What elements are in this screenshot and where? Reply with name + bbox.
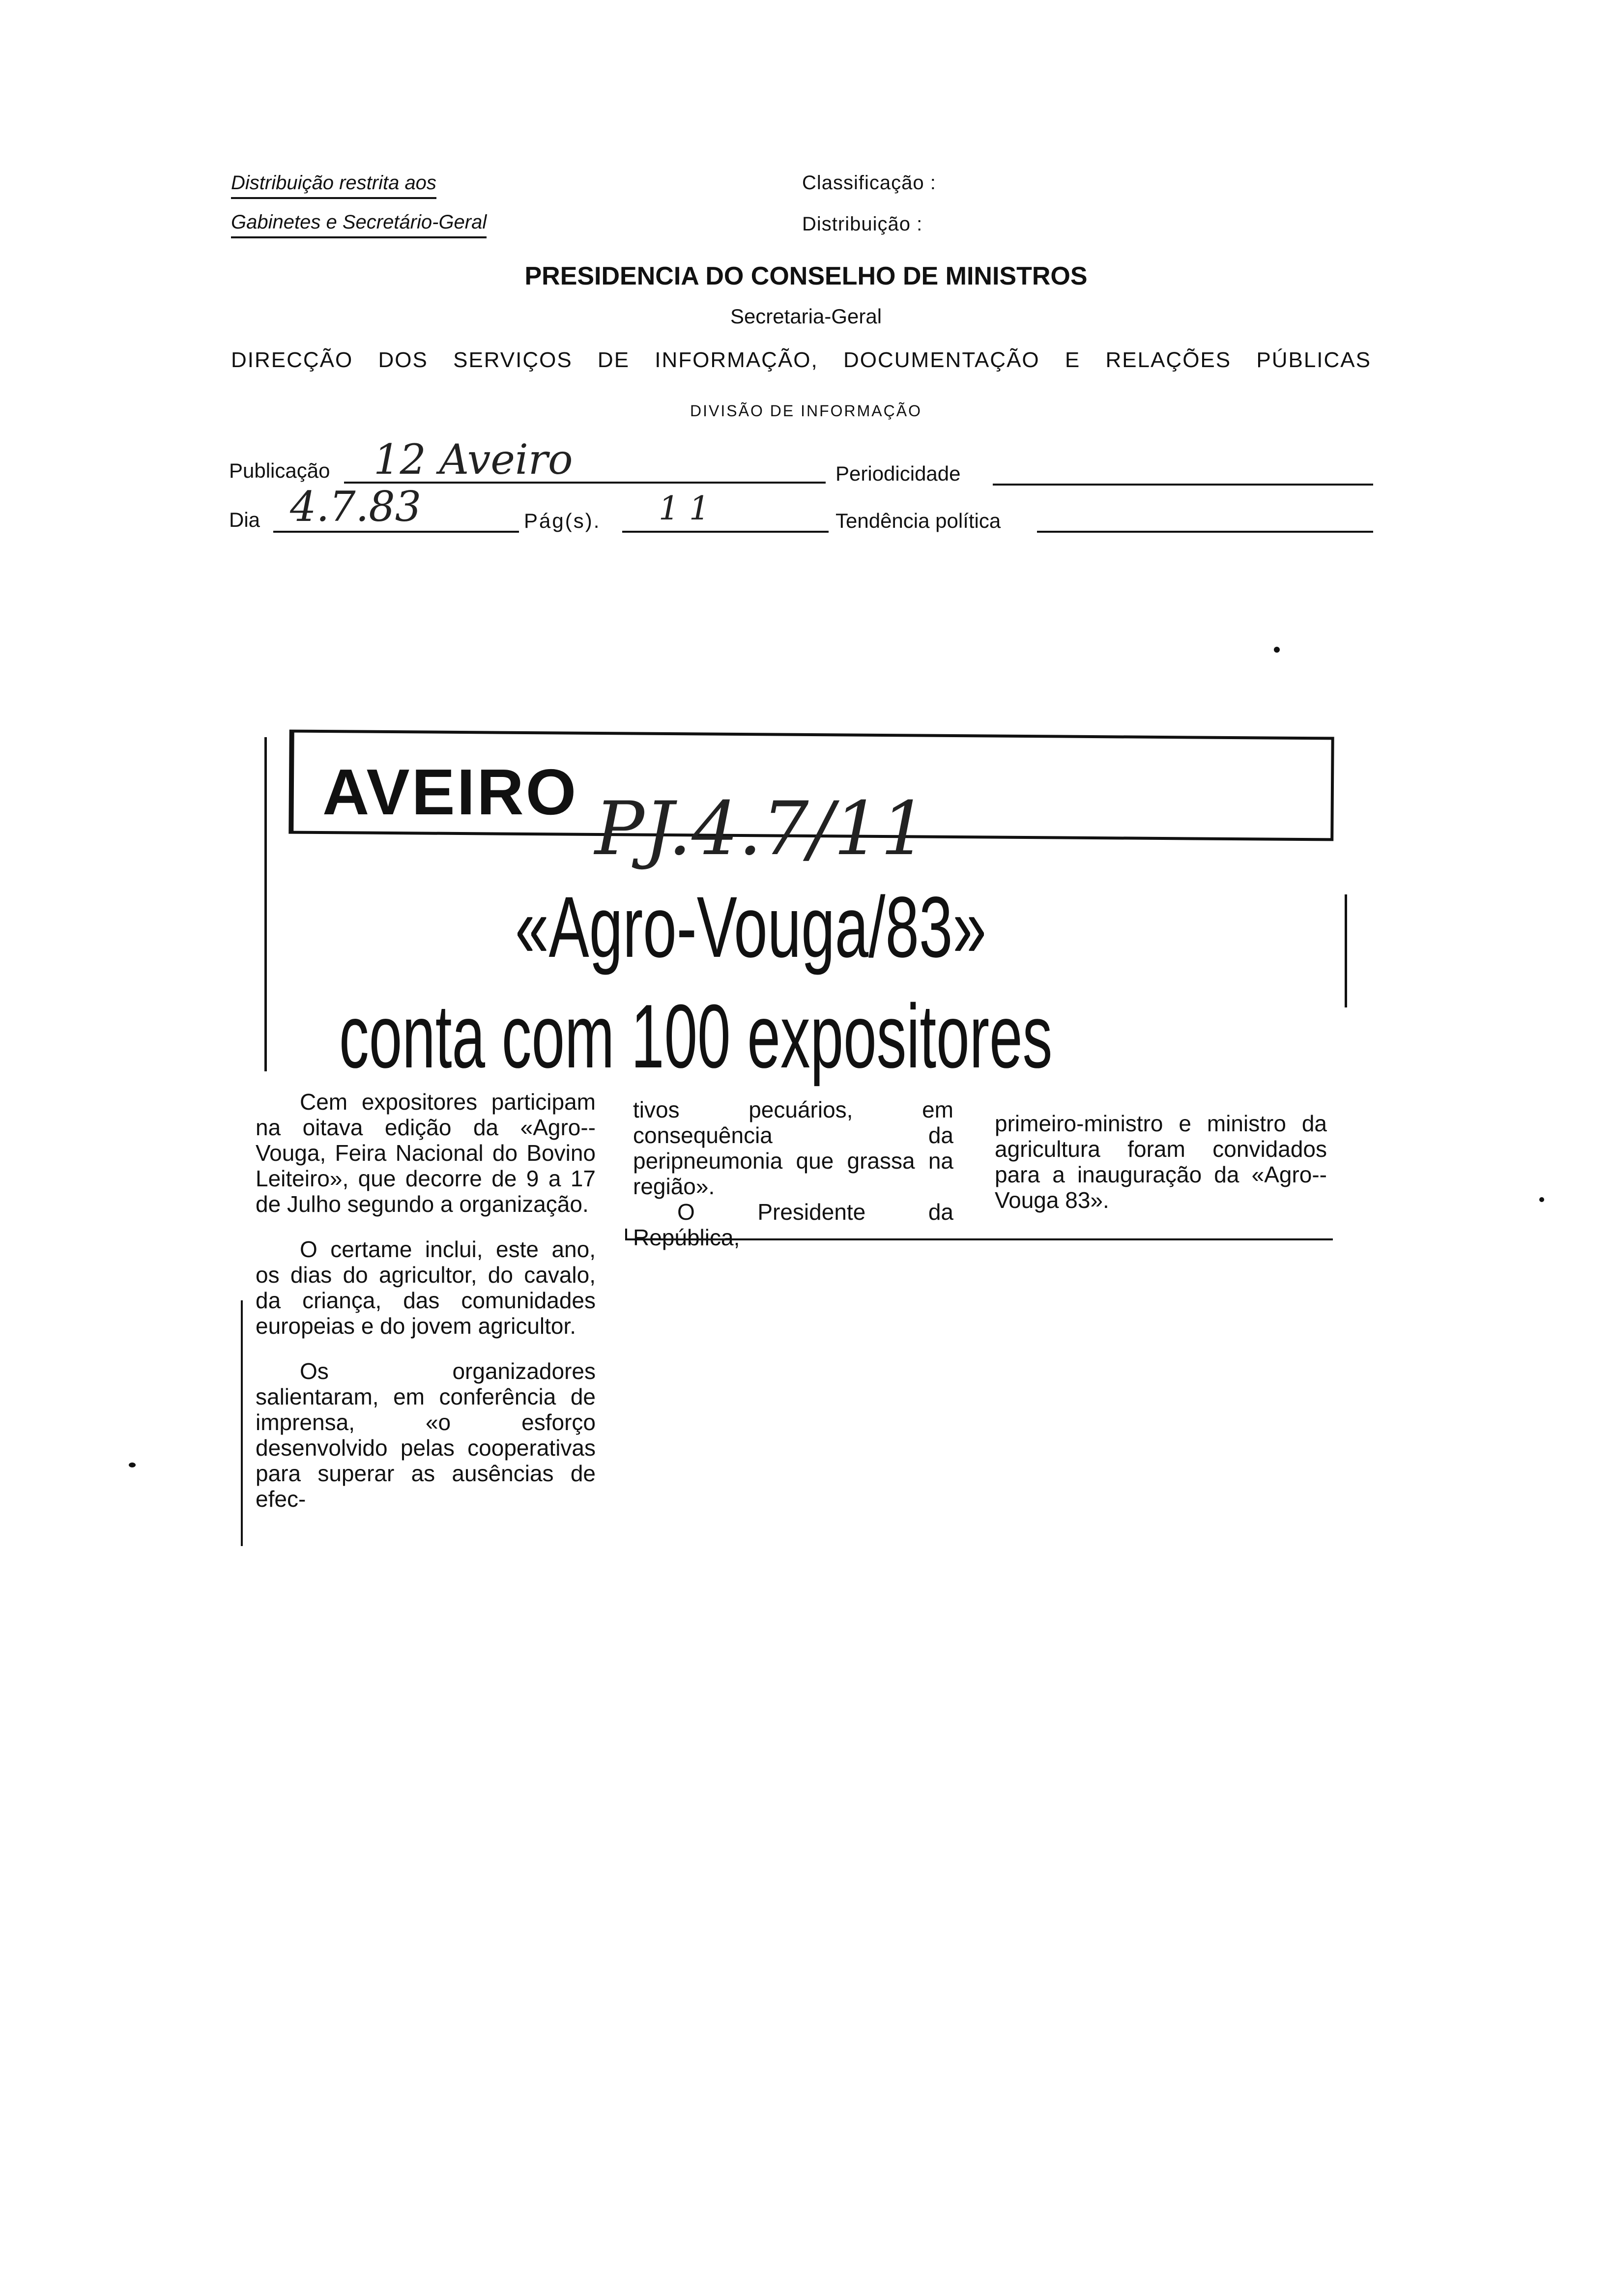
pags-handwritten: 11 xyxy=(659,489,720,527)
column1-paragraph-2: O certame inclui, este ano, os dias do agricultor, do cavalo, da criança, das comunidades europeias e do jovem agricultor. xyxy=(256,1236,596,1339)
classification-label: Classificação : xyxy=(802,172,936,194)
column2-paragraph-1: tivos pecuários, em consequência da peripneumonia que grassa na região». xyxy=(633,1097,953,1199)
scan-speck xyxy=(1539,1197,1544,1202)
secretaria-geral: Secretaria-Geral xyxy=(730,305,882,328)
column1-paragraph-1: Cem expositores participam na oitava edição da «Agro--Vouga, Feira Nacional do Bovino Leiteiro», que decorre de 9 a 17 de Julho segundo a organização. xyxy=(256,1089,596,1217)
periodicidade-label: Periodicidade xyxy=(835,462,961,485)
dia-label: Dia xyxy=(229,508,260,531)
dia-handwritten: 4.7.83 xyxy=(290,483,422,531)
article-column-1 xyxy=(256,1089,596,1531)
distribution-restriction-line2: Gabinetes e Secretário-Geral xyxy=(231,211,487,238)
tendencia-label: Tendência política xyxy=(835,509,1001,532)
divisao-title: DIVISÃO DE INFORMAÇÃO xyxy=(690,402,922,420)
scan-speck xyxy=(1274,647,1280,653)
scan-speck xyxy=(129,1463,136,1467)
column2-paragraph-2: O Presidente da República, xyxy=(633,1199,953,1250)
column3-paragraph-1: primeiro-ministro e ministro da agricultura foram convidados para a inauguração da «Agro--Vouga 83». xyxy=(995,1111,1327,1213)
distribution-restriction-line1: Distribuição restrita aos xyxy=(231,172,436,199)
article-column-3 xyxy=(995,1111,1327,1233)
publicacao-handwritten: 12 Aveiro xyxy=(374,435,573,484)
publicacao-label: Publicação xyxy=(229,459,330,482)
headline-line2: conta com 100 expositores xyxy=(339,985,1053,1087)
distribution-label: Distribuição : xyxy=(802,213,923,235)
direccao-title: DIRECÇÃO DOS SERVIÇOS DE INFORMAÇÃO, DOCUMENTAÇÃO E RELAÇÕES PÚBLICAS xyxy=(231,348,1371,372)
pags-label: Pág(s). xyxy=(524,509,601,532)
separator-tick xyxy=(625,1229,627,1240)
periodicidade-field xyxy=(993,484,1373,486)
clipping-left-rule xyxy=(264,737,267,1071)
clipping-right-rule xyxy=(1345,894,1347,1007)
headline-line1: «Agro-Vouga/83» xyxy=(515,879,987,976)
column-separator-rule xyxy=(625,1238,1333,1240)
dia-field xyxy=(273,531,519,533)
column1-paragraph-3: Os organizadores salientaram, em conferência de imprensa, «o esforço desenvolvido pelas cooperativas para superar as ausências de efec- xyxy=(256,1358,596,1512)
article-column-2 xyxy=(633,1097,953,1270)
section-title: AVEIRO xyxy=(322,756,578,828)
handwritten-reference: PJ.4.7/11 xyxy=(595,786,928,872)
org-title: PRESIDENCIA DO CONSELHO DE MINISTROS xyxy=(524,262,1088,290)
pags-field xyxy=(622,531,829,533)
tendencia-field xyxy=(1037,531,1373,533)
column1-margin-rule xyxy=(241,1300,243,1546)
